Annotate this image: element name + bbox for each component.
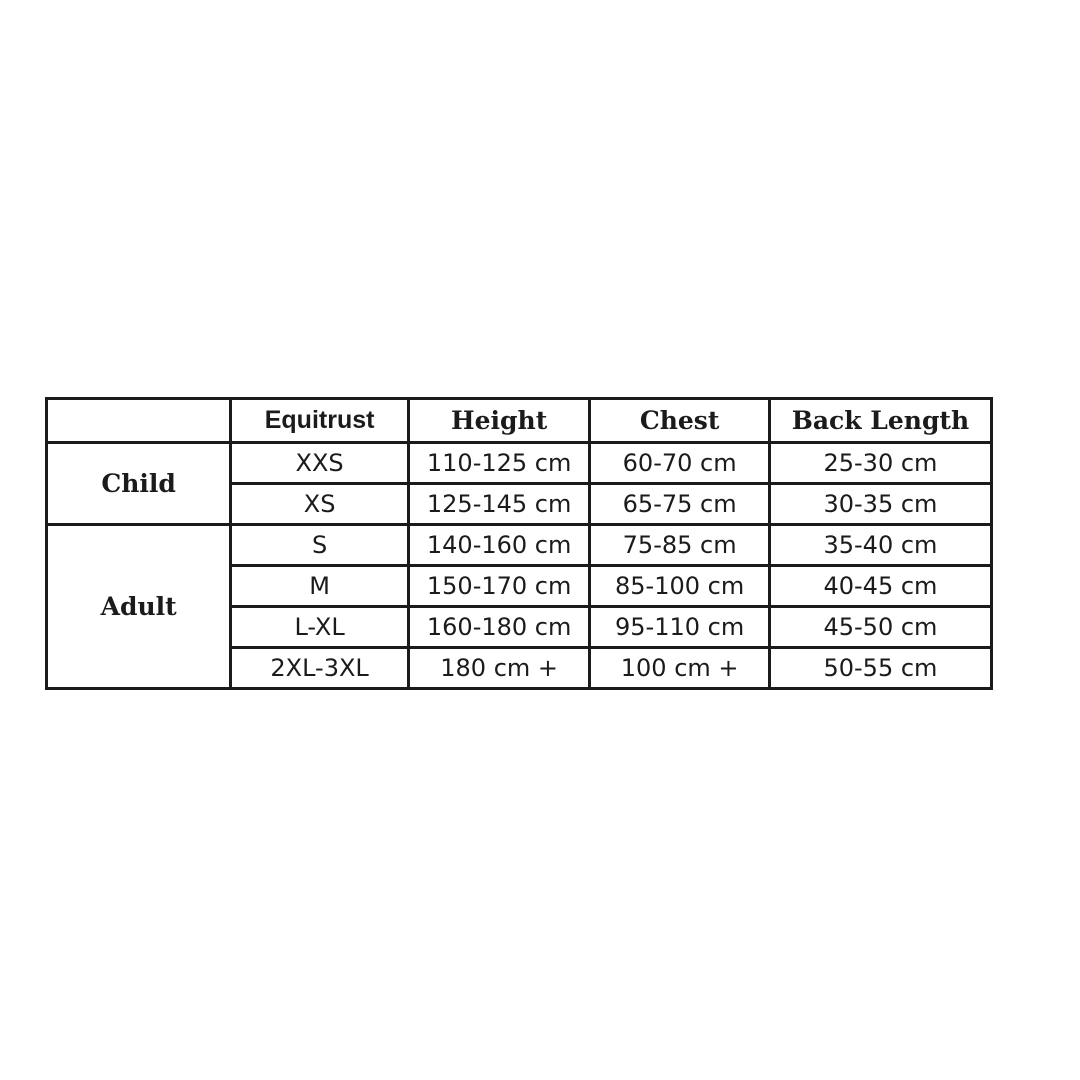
- chest-cell: 85-100 cm: [590, 566, 770, 607]
- table-row: [47, 443, 992, 484]
- back-length-cell: 50-55 cm: [769, 648, 991, 689]
- height-cell: 110-125 cm: [408, 443, 589, 484]
- group-label-adult: Adult: [47, 525, 231, 689]
- size-cell: S: [231, 525, 409, 566]
- chest-cell: 100 cm +: [590, 648, 770, 689]
- size-cell: 2XL-3XL: [231, 648, 409, 689]
- header-row: [47, 399, 992, 443]
- height-cell: 180 cm +: [408, 648, 589, 689]
- back-length-cell: 45-50 cm: [769, 607, 991, 648]
- height-cell: 160-180 cm: [408, 607, 589, 648]
- size-cell: M: [231, 566, 409, 607]
- back-length-cell: 40-45 cm: [769, 566, 991, 607]
- group-label-child: Child: [47, 443, 231, 525]
- size-cell: XXS: [231, 443, 409, 484]
- chest-cell: 95-110 cm: [590, 607, 770, 648]
- chest-cell: 65-75 cm: [590, 484, 770, 525]
- chest-cell: 60-70 cm: [590, 443, 770, 484]
- size-cell: XS: [231, 484, 409, 525]
- header-height: Height: [408, 399, 589, 443]
- size-chart: [45, 397, 993, 690]
- header-chest: Chest: [590, 399, 770, 443]
- size-cell: L-XL: [231, 607, 409, 648]
- table-row: [47, 525, 992, 566]
- height-cell: 125-145 cm: [408, 484, 589, 525]
- header-back-length: Back Length: [769, 399, 991, 443]
- back-length-cell: 30-35 cm: [769, 484, 991, 525]
- header-blank: [47, 399, 231, 443]
- height-cell: 140-160 cm: [408, 525, 589, 566]
- size-chart-table: [45, 397, 993, 690]
- chest-cell: 75-85 cm: [590, 525, 770, 566]
- back-length-cell: 35-40 cm: [769, 525, 991, 566]
- back-length-cell: 25-30 cm: [769, 443, 991, 484]
- height-cell: 150-170 cm: [408, 566, 589, 607]
- header-equitrust: Equitrust: [231, 399, 409, 443]
